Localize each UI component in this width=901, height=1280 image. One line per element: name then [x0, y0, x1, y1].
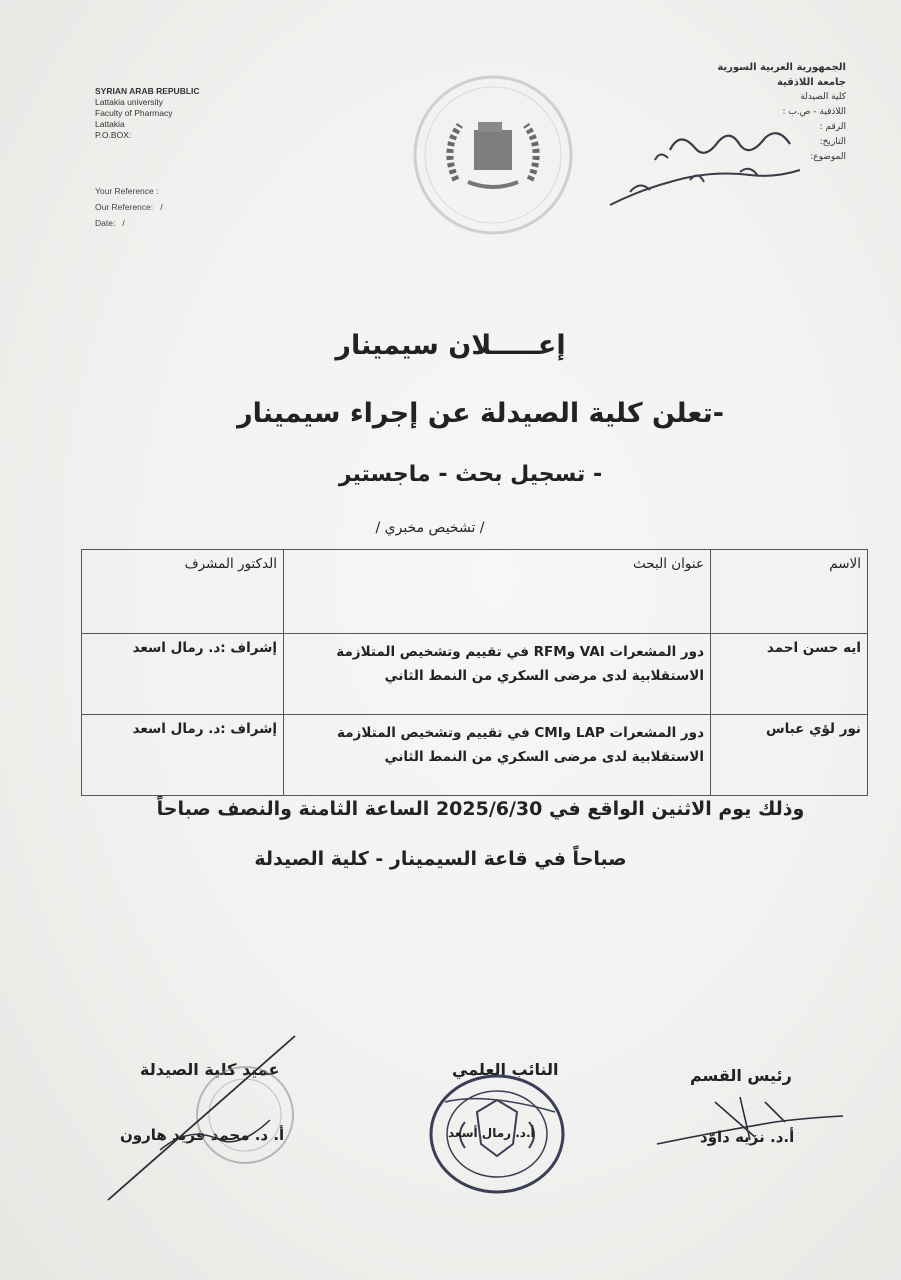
letterhead-line: التاريخ:: [819, 137, 846, 147]
dean-title: عميد كلية الصيدلة: [140, 1060, 280, 1079]
letterhead-line: P.O.BOX:: [95, 130, 132, 140]
header-title: عنوان البحث: [284, 550, 711, 634]
student-name: ايه حسن احمد: [711, 634, 868, 715]
table-row: [82, 715, 868, 796]
announcement-specialty: / تشخيص مخبري /: [375, 520, 485, 536]
research-title: دور المشعرات LAP وCMI في تقييم وتشخيص المتلازمة الاستقلابية لدى مرضى السكري من النمط الثاني: [284, 715, 711, 796]
supervisor-name: إشراف :د. رمال اسعد: [82, 715, 284, 796]
university-logo: [408, 70, 578, 240]
research-table: [81, 549, 868, 796]
schedule-line-1: وذلك يوم الاثنين الواقع في 2025/6/30 الساعة الثامنة والنصف صباحاً: [156, 798, 805, 820]
schedule-line-2: صباحاً في قاعة السيمينار - كلية الصيدلة: [254, 848, 627, 870]
letterhead-line: Lattakia: [95, 119, 125, 129]
vice-dean-name: أ.د. رمال أسعد: [448, 1126, 535, 1140]
letterhead-line: Faculty of Pharmacy: [95, 108, 173, 118]
department-head-title: رئيس القسم: [690, 1066, 792, 1085]
header-supervisor: الدكتور المشرف: [82, 550, 284, 634]
letterhead-line: الجمهورية العربية السورية: [717, 62, 846, 73]
announcement-heading: إعـــــلان سيمينار: [335, 330, 566, 361]
vice-dean-title: النائب العلمي: [452, 1060, 559, 1079]
letterhead-line: Lattakia university: [95, 97, 164, 107]
student-name: نور لؤي عباس: [711, 715, 868, 796]
letterhead-line: SYRIAN ARAB REPUBLIC: [95, 86, 200, 96]
table-header-row: [82, 550, 868, 634]
letterhead-line: الرقم :: [819, 122, 846, 132]
dean-signature-icon: [100, 1030, 310, 1210]
reference-fields: [95, 183, 163, 231]
department-head-name: أ.د. نزيه داوّد: [700, 1128, 795, 1146]
letterhead-line: اللاذقية - ص.ب :: [782, 107, 846, 117]
handwritten-reference: [600, 120, 810, 215]
english-letterhead: [95, 86, 265, 141]
research-title: دور المشعرات VAI وRFM في تقييم وتشخيص المتلازمة الاستقلابية لدى مرضى السكري من النمط الثاني: [284, 634, 711, 715]
announcement-subheading: -تعلن كلية الصيدلة عن إجراء سيمينار: [237, 398, 724, 429]
supervisor-name: إشراف :د. رمال اسعد: [82, 634, 284, 715]
letterhead-line: كلية الصيدلة: [800, 92, 846, 102]
letterhead-line: الموضوع:: [810, 152, 846, 162]
table-row: [82, 634, 868, 715]
announcement-type: - تسجيل بحث - ماجستير: [338, 462, 603, 487]
dean-name: أ. د. محمد فريد هارون: [120, 1126, 285, 1144]
your-reference-label: Your Reference :: [95, 186, 159, 196]
our-reference-label: Our Reference: /: [95, 202, 163, 212]
letterhead-line: جامعة اللاذقية: [777, 77, 846, 88]
header-name: الاسم: [711, 550, 868, 634]
date-label: Date: /: [95, 218, 125, 228]
